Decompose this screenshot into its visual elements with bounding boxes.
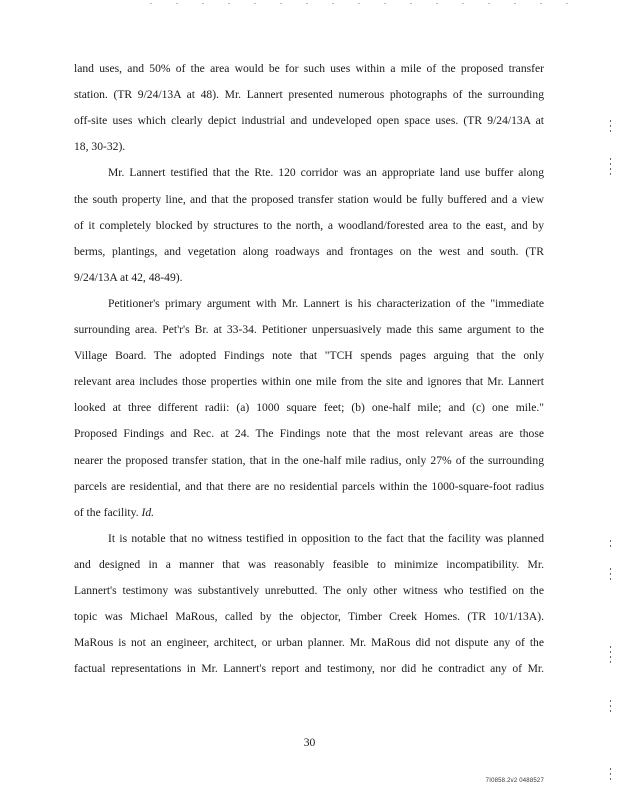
text-line: of the facility. Id. [74,505,155,519]
text-line: looked at three different radii: (a) 1000 square feet; (b) one-half mile; and (c) one mile." [74,401,544,415]
text-line: 9/24/13A at 42, 48-49). [74,270,183,284]
text-line: It is notable that no witness testified in opposition to the fact that the facility was planned [108,531,544,545]
text-line: surrounding area. Pet'r's Br. at 33-34. Petitioner unpersuasively made this same argument to the [74,323,544,336]
text-line: relevant area includes those properties within one mile from the site and ignores that Mr. Lannert [74,375,544,389]
margin-mark [610,700,612,715]
text-line: the south property line, and that the proposed transfer station would be fully buffered and a view [74,192,544,206]
text-line: of it completely blocked by structures to the north, a woodland/forested area to the east, and by [74,218,544,232]
text-line: and designed in a manner that was reasonably feasible to minimize incompatibility. Mr. [74,557,544,571]
page-number: 30 [303,736,316,749]
text-line: Petitioner's primary argument with Mr. Lannert is his characterization of the "immediate [108,296,544,310]
margin-mark [610,646,612,666]
margin-mark [610,540,612,550]
document-id: 7I0858.2v2 0488527 [485,778,544,784]
text-line: factual representations in Mr. Lannert's report and testimony, nor did he contradict any of Mr. [74,662,544,676]
text-line: parcels are residential, and that there are no residential parcels within the 1000-square-foot radius [74,479,544,493]
margin-mark [610,158,612,178]
text-line: Lannert's testimony was substantively unrebutted. The only other witness who testified on the [74,584,544,597]
text-line: Proposed Findings and Rec. at 24. The Findings note that the most relevant areas are those [74,427,544,441]
text-line: off-site uses which clearly depict industrial and undeveloped open space uses. (TR 9/24/13A at [74,114,544,128]
scan-artifact-rule [150,3,570,4]
text-line: land uses, and 50% of the area would be for such uses within a mile of the proposed transfer [74,62,544,75]
margin-mark [610,568,612,583]
text-line: Village Board. The adopted Findings note that "TCH spends pages arguing that the only [74,349,544,363]
text-line: Mr. Lannert testified that the Rte. 120 corridor was an appropriate land use buffer along [108,166,544,180]
margin-mark [610,120,612,135]
text-line: station. (TR 9/24/13A at 48). Mr. Lannert presented numerous photographs of the surrounding [74,88,544,102]
citation-id: Id. [141,505,155,519]
text-line: topic was Michael MaRous, called by the objector, Timber Creek Homes. (TR 10/1/13A). [74,610,544,624]
margin-mark [610,768,612,783]
text-line: 18, 30-32). [74,140,126,154]
text-line: nearer the proposed transfer station, that in the one-half mile radius, only 27% of the surrounding [74,453,544,467]
text-line: berms, plantings, and vegetation along roadways and frontages on the west and south. (TR [74,244,544,258]
text-line: MaRous is not an engineer, architect, or urban planner. Mr. MaRous did not dispute any of the [74,636,544,650]
